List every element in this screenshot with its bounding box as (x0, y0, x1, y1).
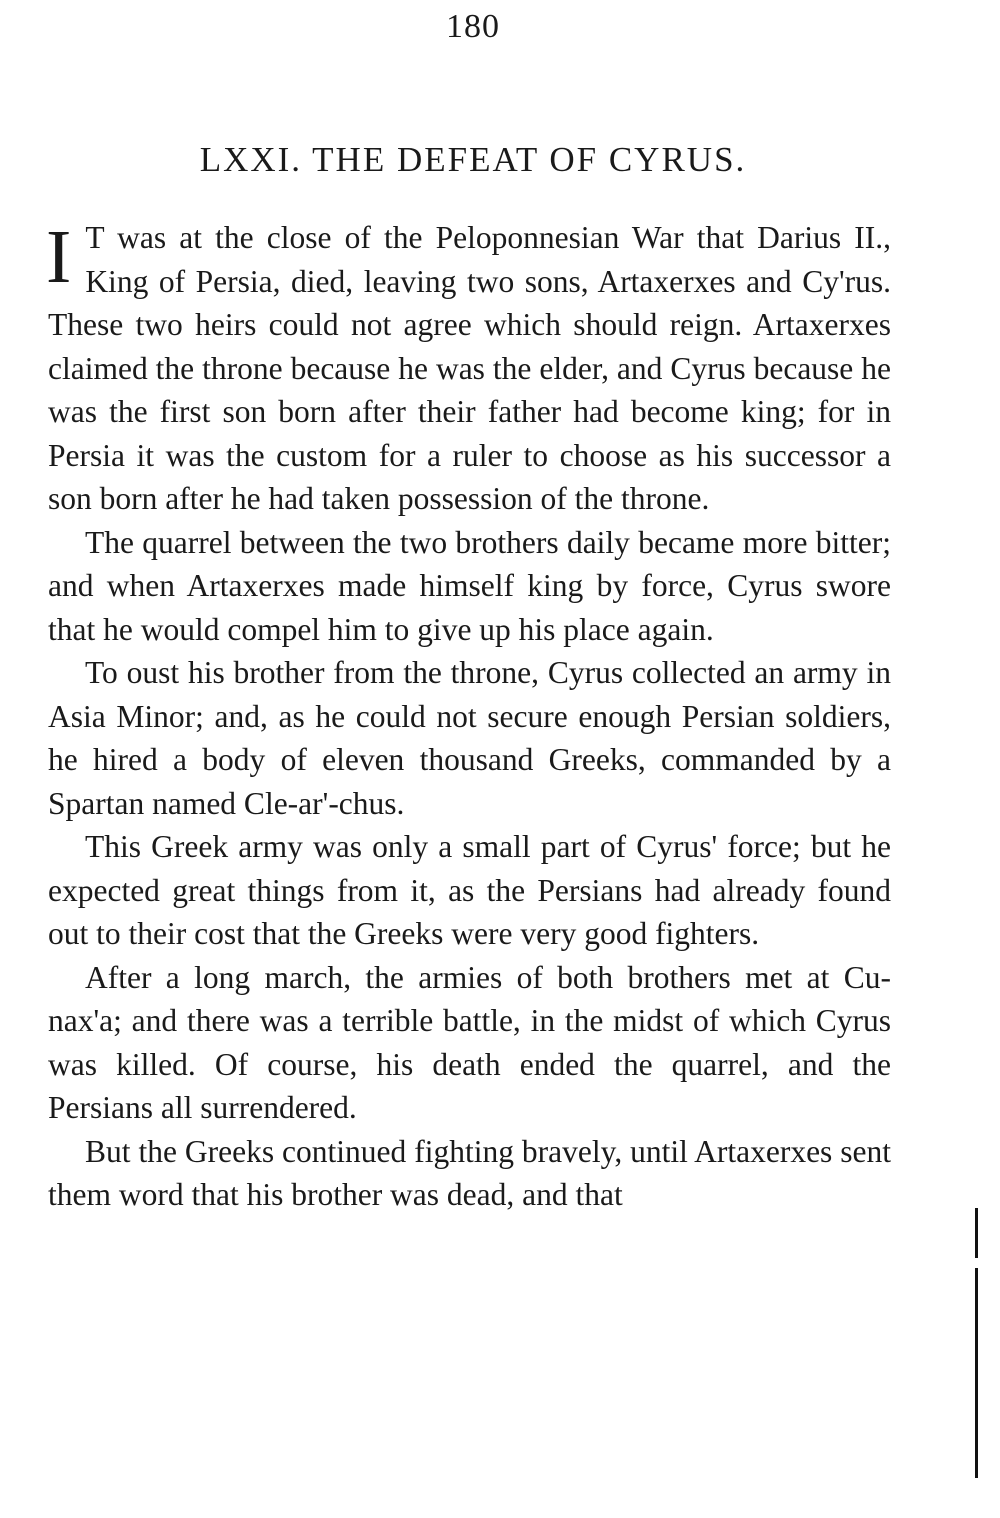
body-text (48, 216, 891, 1217)
paragraph-2: The quarrel between the two brothers daily became more bitter; and when Artaxerxes made himself king by force, Cyrus swore that he would compel him to give up his place again. (48, 524, 891, 647)
paragraph-3: To oust his brother from the throne, Cyrus collected an army in Asia Minor; and, as he could not secure enough Persian soldiers, he hired a body of eleven thousand Greeks, commanded by a Spartan named Cle-ar'-chus. (48, 655, 891, 821)
paragraph-5: After a long march, the armies of both brothers met at Cu-nax'a; and there was a terrible battle, in the midst of which Cyrus was killed. Of course, his death ended the quarrel, and the Persians all surrendered. (48, 959, 891, 1125)
page-number: 180 (446, 8, 500, 45)
paragraph-1-text: T was at the close of the Peloponnesian War that Darius II., King of Persia, died, leaving two sons, Artaxerxes and Cy'rus. These two heirs could not agree which should reign. Artaxerxes claimed the throne because he was the elder, and Cyrus because he was the first son born after their father had become king; for in Persia it was the custom for a ruler to choose as his successor a son born after he had taken possession of the throne. (48, 220, 891, 516)
chapter-title: LXXI. THE DEFEAT OF CYRUS. (199, 140, 747, 179)
margin-rule (975, 1208, 978, 1258)
drop-cap: I (46, 215, 72, 299)
paragraph-4: This Greek army was only a small part of Cyrus' force; but he expected great things from it, as the Persians had already found out to their cost that the Greeks were very good fighters. (48, 829, 891, 951)
paragraph-1 (48, 216, 891, 521)
margin-rule (975, 1268, 978, 1478)
paragraph-6: But the Greeks continued fighting bravely, until Artaxerxes sent them word that his brother was dead, and that (48, 1133, 891, 1212)
